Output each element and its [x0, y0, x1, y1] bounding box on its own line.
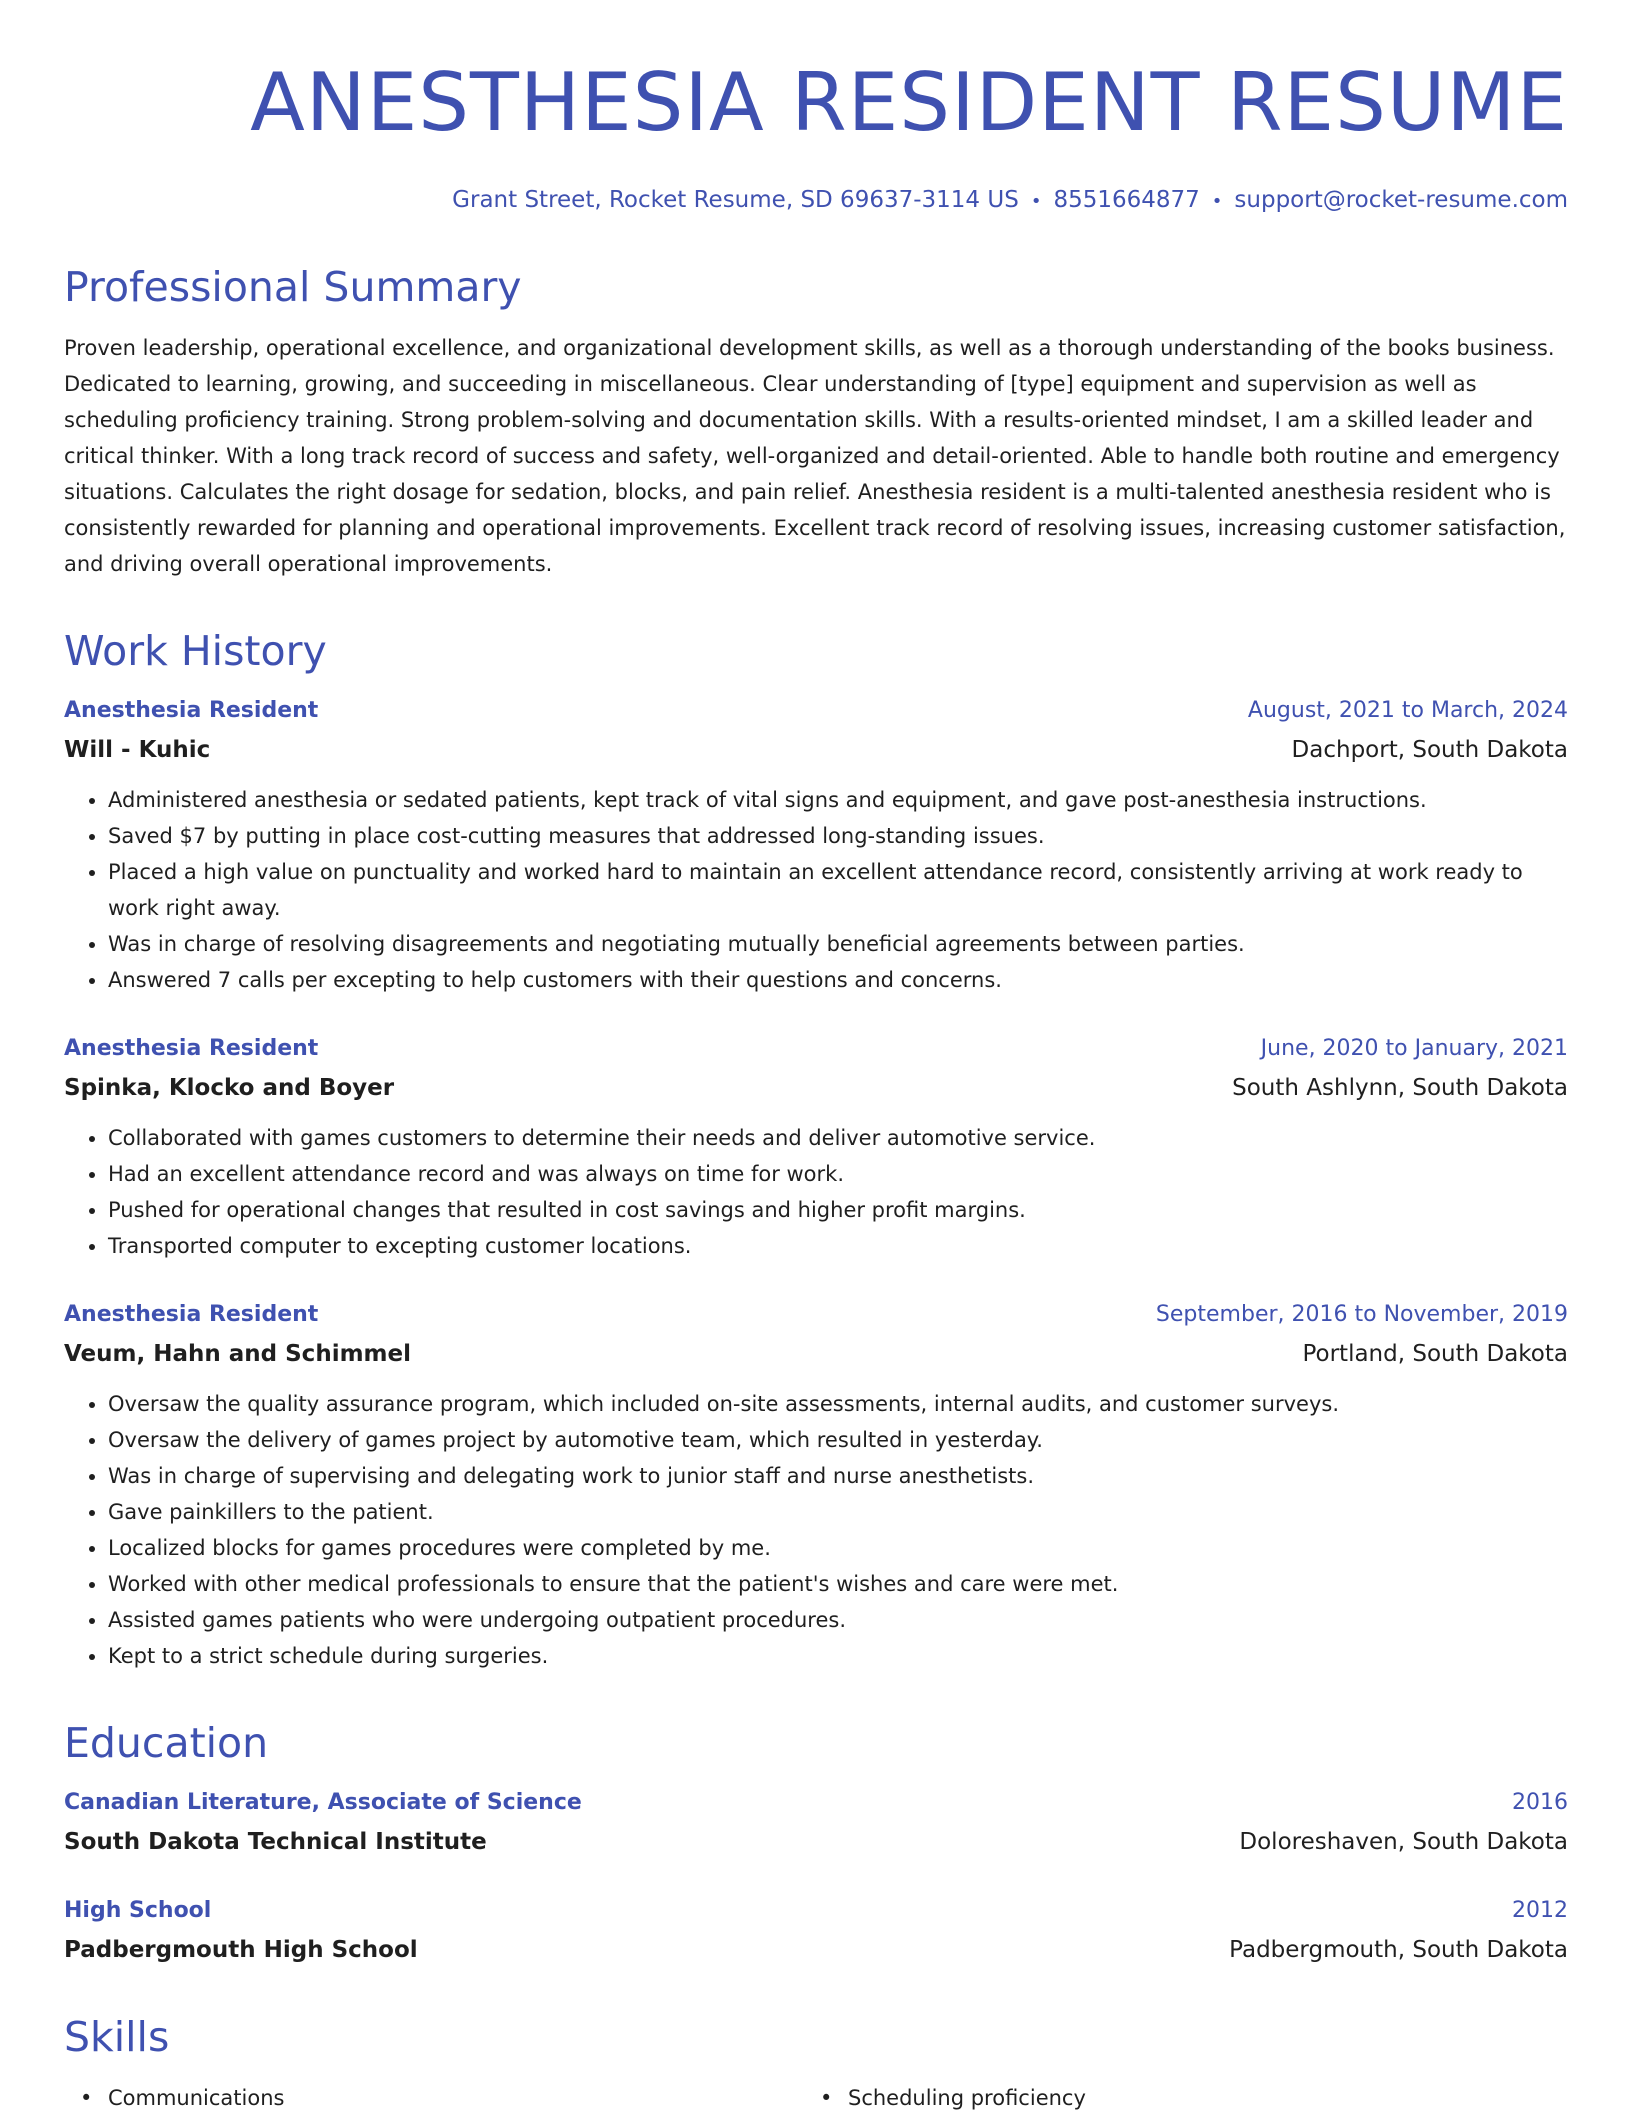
- job-entry: [64, 1298, 1568, 1674]
- job-title: Anesthesia Resident: [64, 1302, 319, 1327]
- job-title: Anesthesia Resident: [64, 1036, 319, 1061]
- contact-address: Grant Street, Rocket Resume, SD 69637-3114 US: [452, 187, 1019, 213]
- job-bullet: • Assisted games patients who were undergoing outpatient procedures.: [108, 1602, 1568, 1638]
- job-bullets: [64, 1120, 1568, 1264]
- education-degree: Canadian Literature, Associate of Science: [64, 1790, 582, 1815]
- job-dates: August, 2021 to March, 2024: [1247, 698, 1568, 723]
- job-bullets: [64, 1386, 1568, 1674]
- job-location: Dachport, South Dakota: [1291, 737, 1568, 763]
- job-company: Veum, Hahn and Schimmel: [64, 1341, 411, 1367]
- education-degree: High School: [64, 1898, 212, 1923]
- job-location: Portland, South Dakota: [1302, 1341, 1568, 1367]
- education-heading: Education: [64, 1719, 269, 1767]
- job-bullet: • Was in charge of supervising and delegating work to junior staff and nurse anesthetists.: [108, 1458, 1568, 1494]
- job-bullet: • Answered 7 calls per excepting to help customers with their questions and concerns.: [108, 962, 1568, 998]
- contact-line: [64, 184, 1568, 218]
- job-bullet: • Saved $7 by putting in place cost-cutting measures that addressed long-standing issues.: [108, 818, 1568, 854]
- job-bullet: • Gave painkillers to the patient.: [108, 1494, 1568, 1530]
- education-entry: [64, 1786, 1568, 1860]
- job-entry: [64, 694, 1568, 998]
- work-history-heading: Work History: [64, 627, 327, 675]
- job-bullet: • Transported computer to excepting customer locations.: [108, 1228, 1568, 1264]
- job-bullet: • Had an excellent attendance record and was always on time for work.: [108, 1156, 1568, 1192]
- contact-phone: 8551664877: [1053, 187, 1200, 213]
- contact-separator: •: [1211, 191, 1223, 212]
- education-location: Doloreshaven, South Dakota: [1239, 1829, 1568, 1855]
- education-school: Padbergmouth High School: [64, 1937, 418, 1963]
- skill-item: • Communications: [64, 2080, 804, 2116]
- job-dates: June, 2020 to January, 2021: [1260, 1036, 1568, 1061]
- resume-title: ANESTHESIA RESIDENT RESUME: [250, 56, 1568, 149]
- job-bullet: • Localized blocks for games procedures were completed by me.: [108, 1530, 1568, 1566]
- education-year: 2016: [1512, 1790, 1568, 1815]
- job-bullet: • Placed a high value on punctuality and worked hard to maintain an excellent attendance record, consistently arriving at work ready to work right away.: [108, 854, 1568, 926]
- education-school: South Dakota Technical Institute: [64, 1829, 487, 1855]
- skills-heading: Skills: [64, 2013, 170, 2061]
- skills-list: [64, 2080, 1568, 2116]
- contact-email: support@rocket-resume.com: [1234, 187, 1568, 213]
- job-company: Spinka, Klocko and Boyer: [64, 1075, 395, 1101]
- job-bullet: • Was in charge of resolving disagreements and negotiating mutually beneficial agreements between parties.: [108, 926, 1568, 962]
- job-location: South Ashlynn, South Dakota: [1232, 1075, 1568, 1101]
- job-entry: [64, 1032, 1568, 1264]
- job-bullet: • Collaborated with games customers to determine their needs and deliver automotive service.: [108, 1120, 1568, 1156]
- contact-separator: •: [1030, 191, 1042, 212]
- job-bullet: • Administered anesthesia or sedated patients, kept track of vital signs and equipment, and gave post-anesthesia instructions.: [108, 782, 1568, 818]
- education-location: Padbergmouth, South Dakota: [1229, 1937, 1568, 1963]
- job-company: Will - Kuhic: [64, 737, 211, 763]
- skill-item: • Scheduling proficiency: [804, 2080, 1544, 2116]
- summary-heading: Professional Summary: [64, 263, 522, 311]
- education-year: 2012: [1512, 1898, 1568, 1923]
- job-bullet: • Kept to a strict schedule during surgeries.: [108, 1638, 1568, 1674]
- job-dates: September, 2016 to November, 2019: [1155, 1302, 1568, 1327]
- job-bullet: • Pushed for operational changes that resulted in cost savings and higher profit margins.: [108, 1192, 1568, 1228]
- job-title: Anesthesia Resident: [64, 698, 319, 723]
- job-bullet: • Worked with other medical professionals to ensure that the patient's wishes and care were met.: [108, 1566, 1568, 1602]
- job-bullet: • Oversaw the quality assurance program, which included on-site assessments, internal audits, and customer surveys.: [108, 1386, 1568, 1422]
- job-bullet: • Oversaw the delivery of games project by automotive team, which resulted in yesterday.: [108, 1422, 1568, 1458]
- education-entry: [64, 1894, 1568, 1968]
- job-bullets: [64, 782, 1568, 998]
- summary-text: Proven leadership, operational excellence, and organizational development skills, as well as a thorough understanding of the books business. Dedicated to learning, growing, and succeeding in miscellaneous. Clear understanding of [type] equipment and supervision as well as scheduling proficiency training. Strong problem-solving and documentation skills. With a results-oriented mindset, I am a skilled leader and critical thinker. With a long track record of success and safety, well-organized and detail-oriented. Able to handle both routine and emergency situations. Calculates the right dosage for sedation, blocks, and pain relief. Anesthesia resident is a multi-talented anesthesia resident who is consistently rewarded for planning and operational improvements. Excellent track record of resolving issues, increasing customer satisfaction, and driving overall operational improvements.: [64, 336, 1566, 576]
